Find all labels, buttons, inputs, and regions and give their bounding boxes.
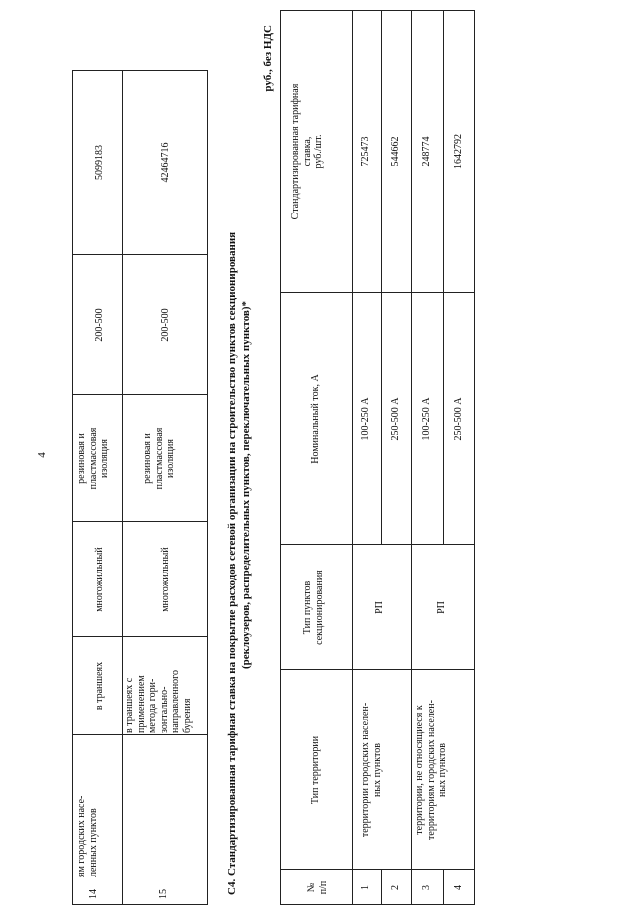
table-cell-rate: 42464716 bbox=[160, 142, 171, 183]
c4-cell-num: 3 bbox=[421, 885, 432, 890]
table-cell-rate: 5099183 bbox=[94, 145, 105, 180]
c4-row-divider bbox=[381, 870, 382, 905]
c4-cell-current: 250-500 А bbox=[453, 397, 464, 441]
c4-header-num: № п/п bbox=[306, 880, 329, 895]
c4-cell-current: 100-250 А bbox=[421, 397, 432, 441]
c4-cell-type: РП bbox=[374, 601, 385, 614]
top-table-col-divider bbox=[72, 254, 208, 255]
c4-cell-territory: территории, не относящиеся к территориям городских населен- ных пунктов bbox=[414, 700, 448, 840]
table-cell-conductor: многожильный bbox=[94, 547, 105, 612]
c4-cell-territory: территории городских населен- ных пунктов bbox=[360, 702, 383, 838]
page-number: 4 bbox=[36, 452, 48, 458]
table-cell-territory: ям городских насе- ленных пунктов bbox=[76, 795, 99, 877]
c4-cell-rate: 248774 bbox=[421, 136, 432, 167]
c4-cell-current: 250-500 А bbox=[390, 397, 401, 441]
c4-cell-rate: 725473 bbox=[360, 136, 371, 167]
table-cell-section: 200-500 bbox=[160, 308, 171, 342]
c4-header-divider bbox=[352, 10, 353, 905]
section-title: С4. Стандартизированная тарифная ставка на покрытие расходов сетевой организации на строительство пунктов секционирования bbox=[226, 231, 238, 895]
c4-cell-current: 100-250 А bbox=[360, 397, 371, 441]
c4-header-type: Тип пунктов секционирования bbox=[302, 570, 325, 645]
table-row-number: 14 bbox=[88, 889, 99, 899]
units-label: руб., без НДС bbox=[262, 25, 274, 92]
top-table-col-divider bbox=[72, 734, 208, 735]
c4-row-divider bbox=[443, 10, 444, 545]
table-cell-method: в траншеях bbox=[94, 661, 105, 711]
section-subtitle: (реклоузеров, распределительных пунктов, переключательных пунктов)* bbox=[240, 300, 252, 670]
c4-cell-type: РП bbox=[436, 601, 447, 614]
c4-cell-num: 1 bbox=[360, 885, 371, 890]
table-cell-conductor: многожильный bbox=[160, 547, 171, 612]
c4-header-current: Номинальный ток, А bbox=[310, 374, 321, 464]
table-row-number: 15 bbox=[158, 889, 169, 899]
table-cell-section: 200-500 bbox=[94, 308, 105, 342]
c4-row-divider bbox=[381, 10, 382, 545]
table-cell-insulation: резиновая и пластмассовая изоляция bbox=[142, 427, 176, 490]
c4-header-territory: Тип территории bbox=[310, 735, 321, 805]
c4-cell-rate: 544662 bbox=[390, 136, 401, 167]
table-cell-insulation: резиновая и пластмассовая изоляция bbox=[76, 427, 110, 490]
c4-row-divider bbox=[443, 870, 444, 905]
c4-group-divider bbox=[411, 10, 412, 905]
c4-header-rate: Стандартизированная тарифная ставка, руб./шт. bbox=[290, 83, 324, 220]
c4-cell-num: 2 bbox=[390, 885, 401, 890]
top-table-row-divider bbox=[122, 70, 123, 905]
c4-cell-num: 4 bbox=[453, 885, 464, 890]
table-cell-method: в траншеях с применением метода гори- зонтально- направленного бурения bbox=[124, 669, 193, 733]
c4-cell-rate: 1642792 bbox=[453, 134, 464, 169]
